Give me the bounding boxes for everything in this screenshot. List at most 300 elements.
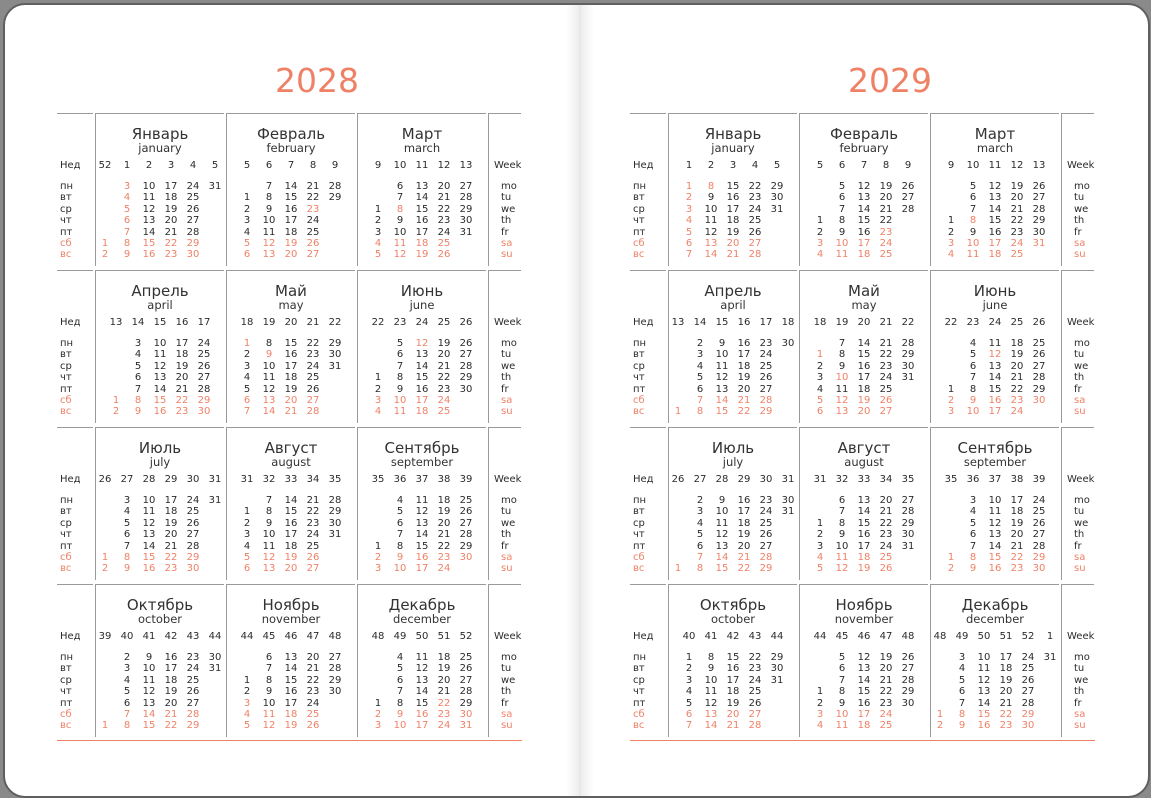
week-number: 1	[123, 160, 131, 171]
week-number: 14	[131, 317, 145, 328]
quarter-row	[57, 270, 527, 427]
day-number: 16	[726, 663, 740, 675]
month-block	[930, 270, 1059, 423]
day-number: 20	[999, 686, 1013, 698]
day-number: 4	[243, 226, 251, 238]
day-number: 9	[396, 552, 404, 563]
day-number: 7	[696, 395, 704, 406]
day-number: 20	[284, 249, 298, 261]
weekday-label-ru: пт	[633, 697, 646, 709]
day-number: 14	[415, 192, 429, 204]
day-number: 10	[393, 226, 407, 238]
week-number: 36	[966, 474, 980, 485]
day-number: 24	[879, 372, 893, 384]
day-number: 4	[243, 709, 251, 720]
weekday-label-en: we	[1074, 517, 1089, 529]
day-number: 18	[164, 506, 178, 518]
day-number: 16	[977, 720, 991, 732]
weekday-label-ru: чт	[633, 686, 645, 698]
day-number: 31	[459, 226, 473, 238]
day-number: 9	[265, 349, 273, 361]
weekday-label-ru: пн	[60, 495, 74, 506]
week-number: 50	[977, 631, 991, 642]
day-number: 12	[704, 697, 718, 709]
day-number: 12	[857, 181, 871, 192]
day-number: 10	[262, 529, 276, 541]
day-number: 6	[123, 697, 131, 709]
day-number: 18	[164, 192, 178, 204]
day-number: 4	[816, 720, 824, 732]
week-number: 18	[781, 317, 795, 328]
day-number: 10	[262, 697, 276, 709]
week-number: 30	[186, 474, 200, 485]
day-number: 5	[969, 181, 977, 192]
day-number: 26	[748, 697, 762, 709]
month-block	[930, 427, 1059, 580]
day-number: 11	[393, 238, 407, 249]
day-number: 13	[415, 349, 429, 361]
day-number: 30	[901, 360, 915, 372]
day-number: 18	[175, 349, 189, 361]
month-name-en: october	[137, 612, 182, 626]
day-number: 21	[164, 709, 178, 720]
day-number: 9	[265, 686, 273, 698]
day-number: 31	[459, 720, 473, 732]
weekday-label-en: tu	[1074, 349, 1085, 361]
day-number: 1	[374, 372, 382, 384]
day-number: 5	[134, 360, 142, 372]
weekday-label-en: sa	[1074, 552, 1086, 563]
day-number: 7	[123, 709, 131, 720]
day-number: 21	[437, 529, 451, 541]
day-number: 19	[857, 563, 871, 575]
day-number: 17	[415, 720, 429, 732]
month-name-ru: Октябрь	[126, 596, 194, 614]
day-number: 8	[958, 709, 966, 720]
week-number: 27	[693, 474, 707, 485]
day-number: 22	[1010, 383, 1024, 395]
day-number: 25	[306, 226, 320, 238]
weekday-label-en: fr	[1074, 383, 1082, 395]
month-name-ru: Май	[848, 282, 880, 300]
day-number: 29	[197, 395, 211, 406]
day-number: 26	[1032, 517, 1046, 529]
day-number: 22	[737, 563, 751, 575]
week-number: 7	[860, 160, 868, 171]
day-number: 8	[707, 181, 715, 192]
weekday-label-ru: вт	[633, 663, 645, 675]
day-number: 29	[1032, 383, 1046, 395]
week-number: 9	[374, 160, 382, 171]
weekday-label-en: tu	[501, 192, 512, 204]
day-number: 31	[208, 663, 222, 675]
day-number: 16	[737, 338, 751, 349]
day-number: 22	[748, 652, 762, 663]
weekday-label-ru: ср	[633, 674, 645, 686]
day-number: 29	[186, 552, 200, 563]
day-number: 5	[243, 238, 251, 249]
month-block	[357, 113, 486, 266]
weekday-label-ru: чт	[60, 686, 72, 698]
day-number: 6	[123, 215, 131, 227]
day-number: 10	[393, 563, 407, 575]
day-number: 2	[685, 663, 693, 675]
day-number: 28	[901, 506, 915, 518]
day-number: 21	[726, 249, 740, 261]
month-name-en: june	[409, 298, 435, 312]
week-number: 33	[857, 474, 871, 485]
day-number: 11	[715, 517, 729, 529]
day-number: 27	[748, 238, 762, 249]
day-number: 17	[726, 674, 740, 686]
month-name-ru: Февраль	[829, 125, 899, 143]
weekday-label-en: mo	[1074, 181, 1090, 192]
day-number: 20	[737, 540, 751, 552]
month-block	[357, 427, 486, 580]
weekday-labels-ru	[630, 113, 666, 266]
day-number: 10	[988, 495, 1002, 506]
day-number: 12	[262, 720, 276, 732]
day-number: 27	[459, 674, 473, 686]
week-number: 24	[988, 317, 1002, 328]
weekday-label-en: mo	[1074, 495, 1090, 506]
weekday-label-en: su	[501, 563, 513, 575]
day-number: 4	[969, 506, 977, 518]
month-name-en: january	[138, 141, 182, 155]
day-number: 11	[142, 674, 156, 686]
day-number: 4	[685, 215, 693, 227]
month-name-en: october	[710, 612, 755, 626]
day-number: 27	[1021, 686, 1035, 698]
month-name-en: november	[834, 612, 894, 626]
day-number: 16	[988, 395, 1002, 406]
day-number: 14	[142, 226, 156, 238]
day-number: 29	[901, 686, 915, 698]
day-number: 8	[696, 406, 704, 418]
day-number: 9	[145, 652, 153, 663]
day-number: 25	[879, 249, 893, 261]
day-number: 29	[328, 192, 342, 204]
week-number: 21	[879, 317, 893, 328]
day-number: 26	[901, 181, 915, 192]
day-number: 22	[999, 709, 1013, 720]
day-number: 12	[415, 506, 429, 518]
day-number: 6	[969, 529, 977, 541]
day-number: 23	[437, 552, 451, 563]
day-number: 12	[415, 338, 429, 349]
day-number: 8	[265, 192, 273, 204]
week-number: 23	[393, 317, 407, 328]
day-number: 14	[715, 395, 729, 406]
weekday-label-en: tu	[1074, 192, 1085, 204]
day-number: 21	[879, 338, 893, 349]
weekday-label-en: fr	[501, 540, 509, 552]
day-number: 14	[988, 372, 1002, 384]
day-number: 2	[696, 495, 704, 506]
day-number: 20	[879, 495, 893, 506]
day-number: 10	[704, 203, 718, 215]
day-number: 4	[696, 517, 704, 529]
day-number: 23	[1010, 226, 1024, 238]
day-number: 5	[816, 395, 824, 406]
day-number: 24	[748, 674, 762, 686]
day-number: 16	[415, 215, 429, 227]
week-number: 13	[109, 317, 123, 328]
day-number: 24	[437, 563, 451, 575]
day-number: 29	[770, 652, 784, 663]
day-number: 24	[1010, 238, 1024, 249]
day-number: 5	[396, 338, 404, 349]
week-number: 35	[901, 474, 915, 485]
day-number: 5	[243, 720, 251, 732]
quarter-row	[630, 427, 1100, 584]
day-number: 12	[988, 181, 1002, 192]
day-number: 8	[396, 372, 404, 384]
day-number: 20	[437, 517, 451, 529]
day-number: 1	[243, 338, 251, 349]
weekday-label-ru: ср	[633, 360, 645, 372]
day-number: 19	[164, 686, 178, 698]
weekday-label-ru: пт	[633, 383, 646, 395]
day-number: 23	[437, 383, 451, 395]
day-number: 17	[164, 663, 178, 675]
week-number: 24	[415, 317, 429, 328]
day-number: 24	[306, 360, 320, 372]
weekday-labels-ru	[630, 270, 666, 423]
week-number: 2	[707, 160, 715, 171]
weekday-label-ru: вс	[60, 563, 72, 575]
weekday-label-en: tu	[1074, 663, 1085, 675]
day-number: 2	[243, 203, 251, 215]
day-number: 1	[947, 215, 955, 227]
weekday-label-en: we	[1074, 674, 1089, 686]
day-number: 7	[838, 203, 846, 215]
day-number: 3	[969, 495, 977, 506]
week-number: 50	[415, 631, 429, 642]
week-number: 43	[748, 631, 762, 642]
week-number: 29	[164, 474, 178, 485]
day-number: 24	[879, 238, 893, 249]
day-number: 15	[142, 720, 156, 732]
day-number: 12	[835, 563, 849, 575]
day-number: 11	[142, 506, 156, 518]
month-name-en: may	[278, 298, 304, 312]
day-number: 6	[696, 383, 704, 395]
day-number: 16	[857, 697, 871, 709]
day-number: 23	[306, 349, 320, 361]
day-number: 5	[838, 652, 846, 663]
month-block	[95, 584, 224, 737]
day-number: 21	[879, 203, 893, 215]
week-number: 46	[284, 631, 298, 642]
month-block	[668, 427, 797, 580]
day-number: 23	[306, 203, 320, 215]
day-number: 14	[284, 181, 298, 192]
day-number: 4	[374, 406, 382, 418]
day-number: 17	[415, 226, 429, 238]
weekday-label-ru: чт	[633, 215, 645, 227]
day-number: 5	[816, 563, 824, 575]
weekday-label-en: sa	[1074, 395, 1086, 406]
day-number: 18	[857, 249, 871, 261]
weekday-label-en: su	[1074, 563, 1086, 575]
weekday-labels-en	[488, 113, 521, 266]
day-number: 9	[707, 663, 715, 675]
month-name-en: april	[720, 298, 746, 312]
day-number: 8	[396, 203, 404, 215]
day-number: 9	[396, 215, 404, 227]
day-number: 26	[1032, 349, 1046, 361]
day-number: 28	[328, 663, 342, 675]
calendar-spread	[3, 3, 1150, 798]
month-name-en: march	[976, 141, 1014, 155]
month-name-ru: Июль	[711, 439, 755, 457]
day-number: 27	[306, 249, 320, 261]
month-block	[799, 584, 928, 737]
weekday-label-en: th	[501, 215, 512, 227]
day-number: 23	[879, 226, 893, 238]
quarter-row	[57, 113, 527, 270]
day-number: 17	[737, 349, 751, 361]
week-number: 31	[781, 474, 795, 485]
month-name-ru: Декабрь	[961, 596, 1029, 614]
day-number: 2	[816, 697, 824, 709]
week-number: 18	[240, 317, 254, 328]
day-number: 17	[415, 563, 429, 575]
day-number: 30	[770, 663, 784, 675]
weekday-label-ru: вт	[633, 506, 645, 518]
day-number: 1	[947, 552, 955, 563]
day-number: 19	[437, 663, 451, 675]
day-number: 25	[879, 720, 893, 732]
day-number: 18	[1010, 506, 1024, 518]
day-number: 29	[759, 563, 773, 575]
weekday-label-en: fr	[1074, 540, 1082, 552]
week-number: 26	[1032, 317, 1046, 328]
weekday-label-en: su	[501, 249, 513, 261]
week-number: 47	[879, 631, 893, 642]
day-number: 15	[715, 406, 729, 418]
day-number: 31	[781, 506, 795, 518]
weekday-labels-ru	[57, 427, 93, 580]
weekday-label-en: th	[501, 686, 512, 698]
day-number: 16	[415, 552, 429, 563]
day-number: 30	[328, 517, 342, 529]
weekday-label-en: fr	[501, 697, 509, 709]
week-number: 39	[1032, 474, 1046, 485]
day-number: 6	[243, 249, 251, 261]
day-number: 7	[265, 181, 273, 192]
week-number: 26	[459, 317, 473, 328]
weekday-label-en: sa	[1074, 238, 1086, 249]
day-number: 15	[857, 686, 871, 698]
week-number: 28	[715, 474, 729, 485]
week-header-ru: Нед	[633, 474, 654, 485]
day-number: 9	[718, 495, 726, 506]
month-name-en: august	[844, 455, 884, 469]
day-number: 20	[284, 395, 298, 406]
day-number: 13	[415, 674, 429, 686]
day-number: 27	[186, 697, 200, 709]
day-number: 23	[748, 192, 762, 204]
day-number: 11	[835, 249, 849, 261]
day-number: 13	[835, 406, 849, 418]
weekday-labels-ru	[57, 113, 93, 266]
day-number: 12	[988, 349, 1002, 361]
day-number: 21	[437, 192, 451, 204]
week-number: 21	[306, 317, 320, 328]
day-number: 19	[999, 674, 1013, 686]
day-number: 15	[726, 652, 740, 663]
day-number: 9	[958, 720, 966, 732]
day-number: 17	[988, 238, 1002, 249]
day-number: 15	[977, 709, 991, 720]
weekday-label-ru: вс	[633, 563, 645, 575]
weekday-label-ru: сб	[633, 238, 645, 249]
day-number: 22	[748, 181, 762, 192]
day-number: 6	[969, 192, 977, 204]
day-number: 18	[284, 540, 298, 552]
weekday-label-ru: вт	[60, 349, 72, 361]
week-number: 38	[1010, 474, 1024, 485]
day-number: 28	[459, 360, 473, 372]
day-number: 6	[696, 540, 704, 552]
day-number: 3	[685, 203, 693, 215]
day-number: 10	[715, 349, 729, 361]
day-number: 28	[1032, 540, 1046, 552]
day-number: 29	[759, 406, 773, 418]
day-number: 31	[208, 181, 222, 192]
day-number: 9	[838, 360, 846, 372]
weekday-label-ru: ср	[633, 203, 645, 215]
day-number: 13	[142, 529, 156, 541]
day-number: 3	[816, 372, 824, 384]
day-number: 24	[879, 709, 893, 720]
day-number: 8	[707, 652, 715, 663]
week-number: 43	[186, 631, 200, 642]
day-number: 22	[164, 552, 178, 563]
week-number: 15	[153, 317, 167, 328]
month-name-en: july	[722, 455, 744, 469]
day-number: 24	[437, 720, 451, 732]
month-block	[226, 270, 355, 423]
day-number: 20	[726, 709, 740, 720]
day-number: 5	[969, 517, 977, 529]
day-number: 9	[718, 338, 726, 349]
day-number: 18	[164, 674, 178, 686]
day-number: 4	[816, 249, 824, 261]
day-number: 17	[737, 506, 751, 518]
day-number: 2	[685, 192, 693, 204]
weekday-label-ru: сб	[633, 395, 645, 406]
month-name-en: december	[965, 612, 1025, 626]
day-number: 25	[1032, 506, 1046, 518]
day-number: 18	[1010, 338, 1024, 349]
day-number: 28	[197, 383, 211, 395]
week-number: 25	[437, 317, 451, 328]
day-number: 12	[715, 529, 729, 541]
day-number: 3	[123, 181, 131, 192]
day-number: 25	[1032, 338, 1046, 349]
day-number: 1	[685, 181, 693, 192]
weekday-label-en: tu	[501, 349, 512, 361]
week-number: 13	[671, 317, 685, 328]
day-number: 24	[1032, 495, 1046, 506]
week-number: 5	[773, 160, 781, 171]
month-name-en: september	[390, 455, 454, 469]
day-number: 27	[901, 663, 915, 675]
week-header-en: Week	[1067, 474, 1095, 485]
